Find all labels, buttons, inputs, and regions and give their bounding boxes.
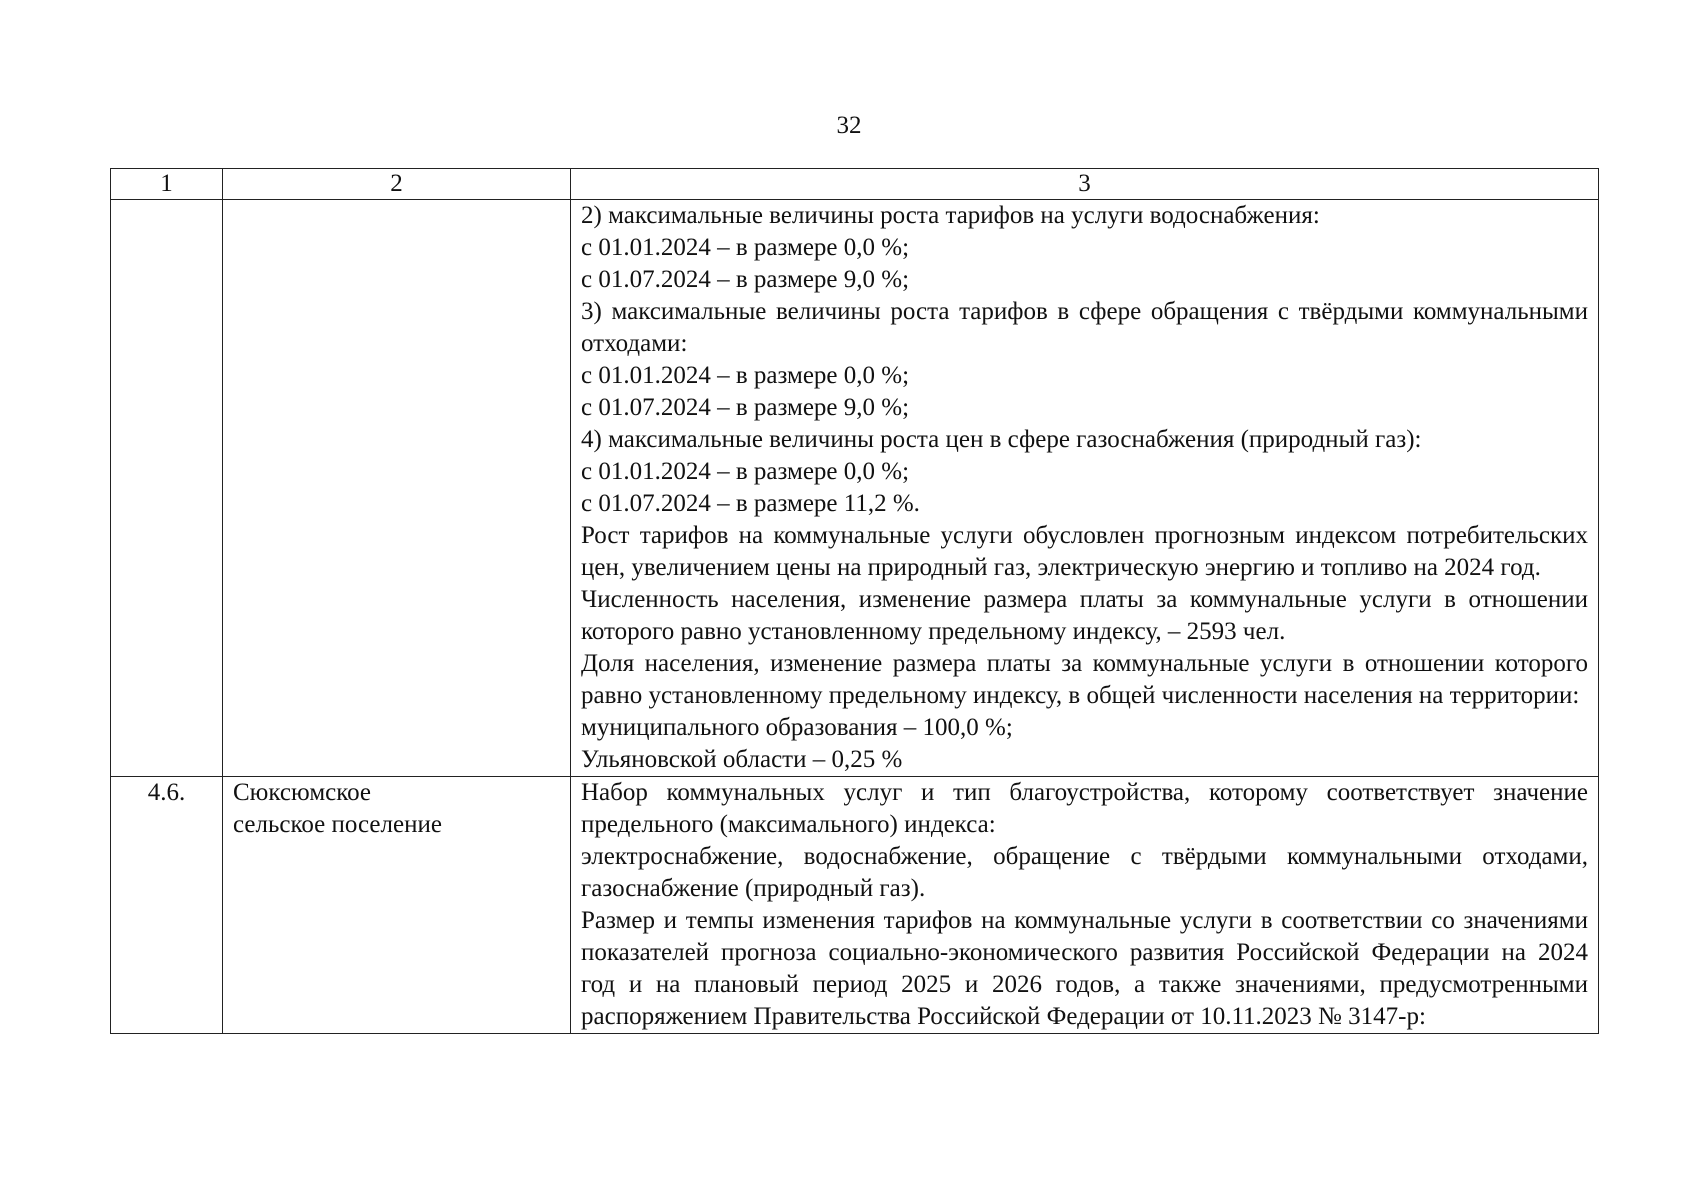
text-line: с 01.07.2024 – в размере 9,0 %; [581,266,910,293]
text-paragraph: Набор коммунальных услуг и тип благоустройства, которому соответствует значение предельного (максимального) индекса: [581,779,1588,838]
text-line: с 01.01.2024 – в размере 0,0 %; [581,362,910,389]
row-number-cell: 4.6. [111,777,223,1034]
table-row [111,200,1599,777]
text-line: 2) максимальные величины роста тарифов на услуги водоснабжения: [581,202,1320,229]
column-header-2: 2 [223,169,571,200]
text-paragraph: Численность населения, изменение размера платы за коммунальные услуги в отношении которого равно установленному предельному индексу, – 2593 чел. [581,586,1588,645]
column-header-1: 1 [111,169,223,200]
text-line: с 01.07.2024 – в размере 9,0 %; [581,394,910,421]
settlement-name-line: сельское поселение [233,811,442,838]
text-paragraph: Рост тарифов на коммунальные услуги обусловлен прогнозным индексом потребительских цен, увеличением цены на природный газ, электрическую энергию и топливо на 2024 год. [581,522,1588,581]
settlement-name-cell [223,200,571,777]
text-line: муниципального образования – 100,0 %; [581,714,1013,741]
text-paragraph: Размер и темпы изменения тарифов на коммунальные услуги в соответствии со значениями показателей прогноза социально-экономического развития Российской Федерации на 2024 год и на плановый период 2025 и 2026 годов, а также значениями, предусмотренными распоряжением Правительства Российской Федерации от 10.11.2023 № 3147-р: [581,907,1588,1030]
settlement-name-line: Сюксюмское [233,779,372,806]
text-line: с 01.07.2024 – в размере 11,2 %. [581,490,920,517]
description-cell [571,777,1599,1034]
text-paragraph: электроснабжение, водоснабжение, обращение с твёрдыми коммунальными отходами, газоснабжение (природный газ). [581,843,1588,902]
text-paragraph: Доля населения, изменение размера платы за коммунальные услуги в отношении которого равно установленному предельному индексу, в общей численности населения на территории: [581,650,1588,709]
text-paragraph: 3) максимальные величины роста тарифов в сфере обращения с твёрдыми коммунальными отходами: [581,298,1588,357]
text-line: Ульяновской области – 0,25 % [581,746,903,773]
table-header-row [111,169,1599,200]
table-row [111,777,1599,1034]
text-line: 4) максимальные величины роста цен в сфере газоснабжения (природный газ): [581,426,1422,453]
tariff-table [110,168,1599,1034]
page-number: 32 [836,112,862,139]
column-header-3: 3 [571,169,1599,200]
text-line: с 01.01.2024 – в размере 0,0 %; [581,234,910,261]
settlement-name-cell [223,777,571,1034]
text-line: с 01.01.2024 – в размере 0,0 %; [581,458,910,485]
row-number-cell [111,200,223,777]
description-cell [571,200,1599,777]
